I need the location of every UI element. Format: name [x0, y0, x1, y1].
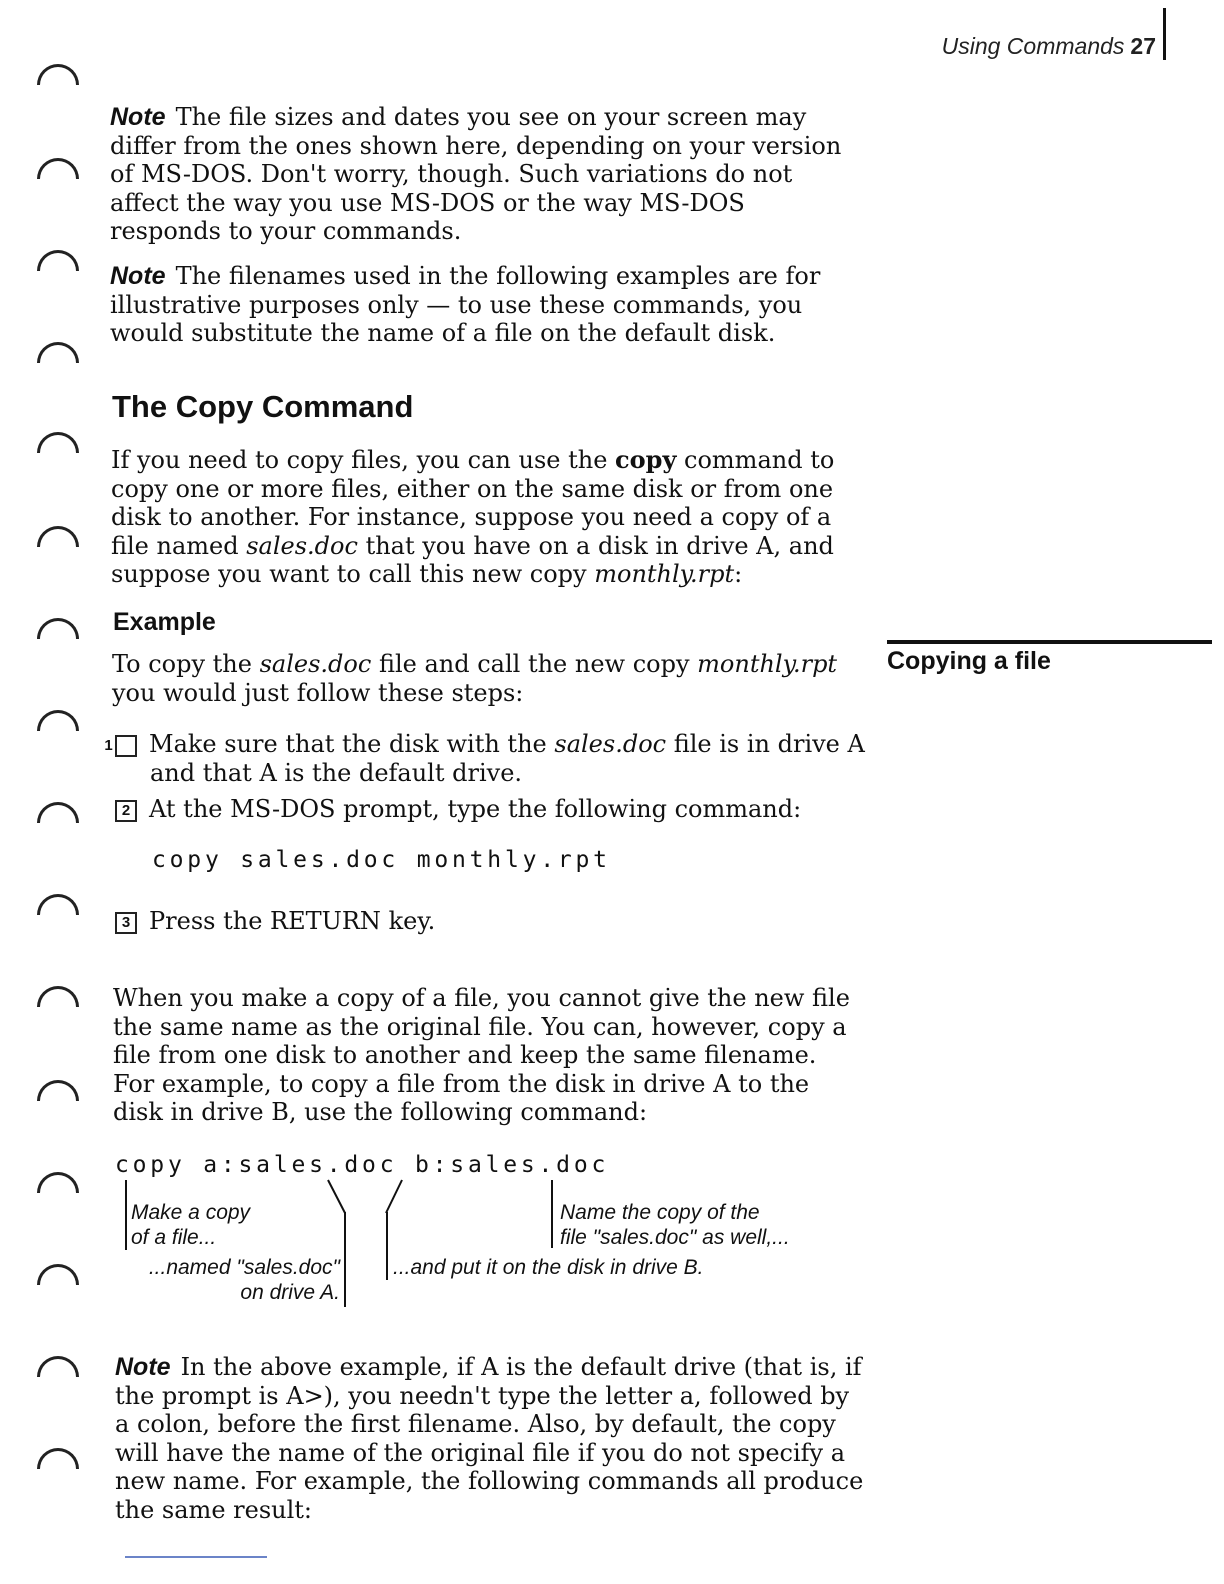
section-title: The Copy Command — [112, 389, 414, 424]
page-number: 27 — [1130, 33, 1156, 59]
callout-line — [344, 1212, 346, 1307]
punch-mark — [37, 526, 79, 547]
running-header — [942, 33, 1156, 60]
callout-text: Make a copy — [131, 1201, 251, 1224]
filename: monthly.rpt — [594, 560, 735, 588]
note-3 — [115, 1353, 870, 1524]
punch-mark — [37, 618, 79, 639]
filename: sales.doc — [259, 650, 372, 678]
step-text: prompt, type the following command: — [335, 795, 802, 823]
callout-connector — [326, 1178, 348, 1216]
punch-mark — [37, 986, 79, 1007]
punch-mark — [37, 1356, 79, 1377]
paragraph-2: When you make a copy of a file, you cannot give the new file the same name as the original file. You can, however, copy a file from one disk to another and keep the same filename. For example, to copy a file from the disk in drive A to the disk in drive B, use the following command: — [113, 984, 850, 1126]
step-3 — [115, 907, 860, 936]
step-1 — [104, 730, 895, 787]
callout-line — [551, 1180, 553, 1248]
callout-name-copy — [560, 1200, 790, 1250]
punch-mark — [37, 342, 79, 363]
punch-mark — [37, 802, 79, 823]
punch-mark — [37, 432, 79, 453]
filename: monthly.rpt — [697, 650, 838, 678]
footer-line — [125, 1556, 267, 1558]
example-text: file and call the new copy — [371, 650, 698, 678]
product-name: MS-DOS — [230, 795, 336, 823]
step-number: 1 — [115, 735, 137, 757]
punch-mark — [37, 158, 79, 179]
callout-put-on-disk: ...and put it on the disk in drive B. — [393, 1256, 704, 1279]
punch-mark — [37, 710, 79, 731]
note-label: Note — [115, 1353, 171, 1381]
intro-paragraph — [111, 446, 856, 589]
punch-mark — [37, 64, 79, 85]
example-text: To copy the — [112, 650, 260, 678]
punch-mark — [37, 1172, 79, 1193]
callout-text: of a file... — [131, 1226, 217, 1249]
command-example-1: copy sales.doc monthly.rpt — [152, 847, 611, 873]
note-text: The file sizes and dates you see on your screen may differ from the ones shown here, depending on your version of MS-DOS. Don't worry, though. Such variations do not affect the way you use MS-DOS or the way MS-DOS responds to your commands. — [110, 103, 842, 245]
sidebar-heading: Copying a file — [887, 647, 1051, 675]
step-text: Make sure that the disk with the — [149, 730, 555, 758]
note-2 — [110, 262, 858, 348]
key-name: RETURN — [270, 907, 381, 935]
note-1 — [110, 103, 850, 246]
callout-make-copy — [131, 1200, 250, 1250]
note-label: Note — [110, 262, 166, 290]
step-text: At the — [149, 795, 231, 823]
step-number: 3 — [115, 912, 137, 934]
step-text: key. — [380, 907, 436, 935]
note-text: In the above example, if A is the default drive (that is, if the prompt is A>), you needn't type the letter a, followed by a colon, before the first filename. Also, by default, the copy will have the name of the original file if you do not specify a new name. For example, the following commands all produce the same result: — [115, 1353, 864, 1524]
step-number: 2 — [115, 800, 137, 822]
punch-mark — [37, 250, 79, 271]
callout-text: Name the copy of the — [560, 1201, 760, 1224]
intro-text: : — [734, 560, 743, 588]
note-text: The filenames used in the following examples are for illustrative purposes only — to use these commands, you would substitute the name of a file on the default disk. — [110, 262, 821, 347]
running-title: Using Commands — [941, 33, 1125, 59]
punch-mark — [37, 894, 79, 915]
punch-mark — [37, 1448, 79, 1469]
intro-text: If you need to copy files, you can use the — [111, 446, 616, 474]
filename: sales.doc — [246, 531, 358, 560]
callout-line — [386, 1212, 388, 1280]
step-2 — [115, 795, 860, 824]
copy-command-keyword: copy — [615, 445, 677, 474]
callout-text: file "sales.doc" as well,... — [560, 1226, 790, 1249]
callout-named — [118, 1255, 340, 1305]
header-rule — [1163, 8, 1166, 60]
intro-text: command to copy one or more files, either on the same disk or from one disk to another. For instance, suppose you need a copy of a file named — [111, 446, 835, 560]
example-paragraph — [112, 650, 857, 707]
intro-text: that you have on a disk in drive A, and suppose you want to call this new copy — [111, 531, 834, 588]
callout-line — [125, 1180, 127, 1250]
callout-text: ...named "sales.doc" — [148, 1256, 340, 1279]
filename: sales.doc — [554, 730, 667, 758]
note-label: Note — [110, 103, 166, 131]
callout-text: on drive A. — [240, 1281, 340, 1304]
example-heading: Example — [113, 608, 216, 636]
step-text: Press the — [149, 907, 271, 935]
command-example-2: copy a:sales.doc b:sales.doc — [115, 1152, 610, 1178]
punch-mark — [37, 1264, 79, 1285]
sidebar-rule — [887, 640, 1212, 644]
step-text: file is in drive A and that A is the default drive. — [150, 730, 865, 787]
callout-connector — [383, 1178, 405, 1216]
punch-mark — [37, 1080, 79, 1101]
example-text: you would just follow these steps: — [112, 678, 524, 707]
